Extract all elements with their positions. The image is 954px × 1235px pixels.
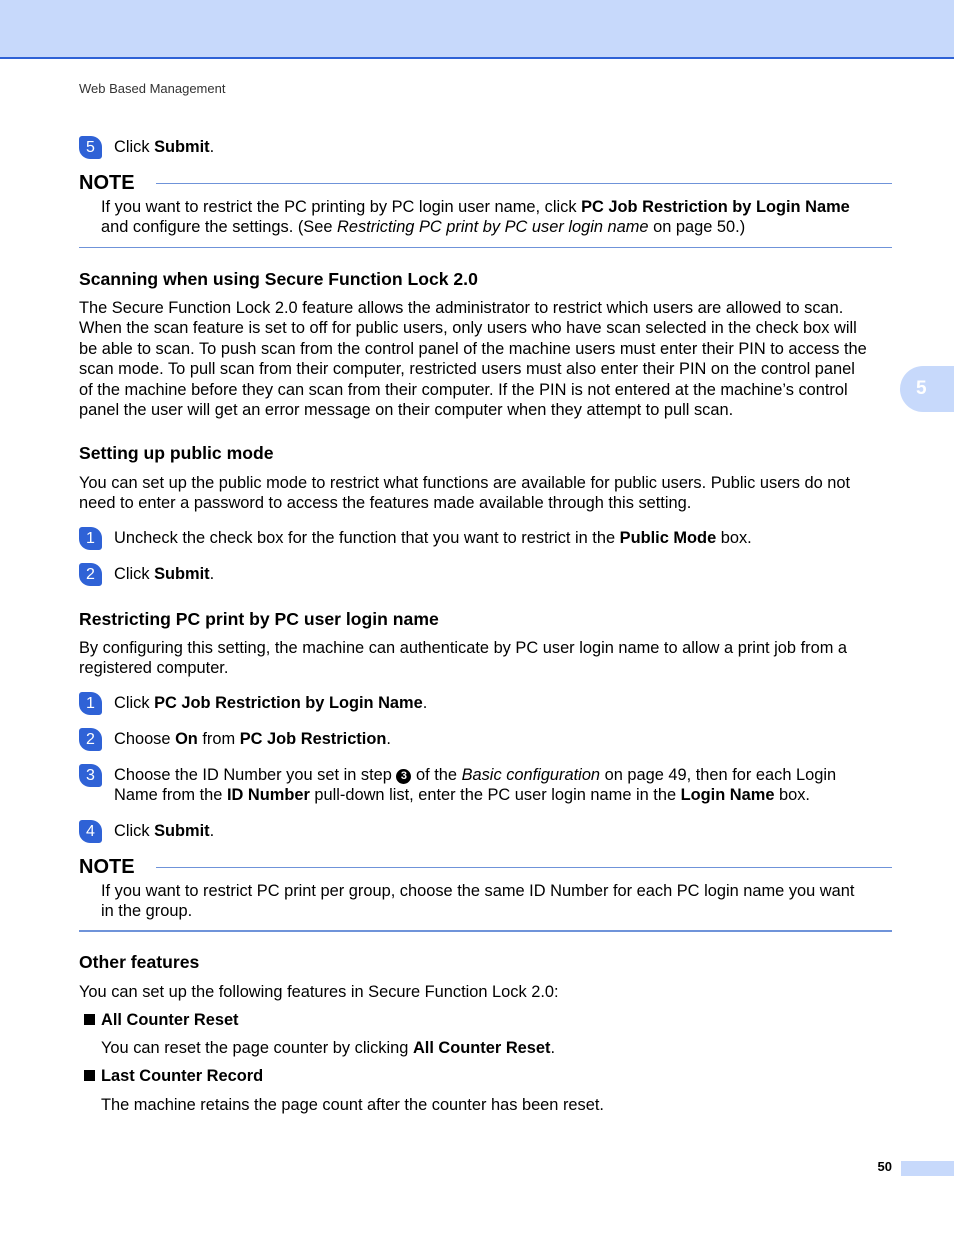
note-end-rule	[79, 247, 892, 248]
feature-title: Last Counter Record	[101, 1067, 264, 1085]
body-line: scan mode. To pull scan from their computer, restricted users must also enter their PIN on the control panel	[79, 360, 855, 379]
note-link-label: PC Job Restriction by Login Name	[581, 198, 850, 216]
step-badge: 2	[79, 563, 102, 586]
section-heading: Setting up public mode	[79, 443, 274, 463]
feature-item	[84, 1066, 884, 1086]
feature-text: You can reset the page counter by clicking	[101, 1039, 413, 1057]
chapter-tab[interactable]	[900, 366, 954, 412]
pc-job-restriction-label: PC Job Restriction	[239, 730, 387, 748]
step-text-end: .	[209, 565, 215, 583]
step-text: pull-down list, enter the PC user login name in the	[309, 786, 681, 805]
section-body	[79, 638, 899, 679]
step-text: Uncheck the check box for the function that you want to restrict in the	[114, 529, 620, 547]
note-line-text: If you want to restrict PC print per group, choose the same ID Number for each PC login name you want	[101, 882, 855, 900]
running-head: Web Based Management	[79, 81, 226, 96]
body-line: of the machine before they can scan from their computer. If the PIN is not entered at the machine’s control	[79, 380, 848, 399]
submit-label: Submit	[154, 565, 210, 583]
step-badge: 4	[79, 820, 102, 843]
feature-title: All Counter Reset	[101, 1011, 239, 1029]
step-text-end: box.	[774, 786, 810, 805]
step-text: Click	[114, 822, 155, 840]
body-line: be able to scan. To push scan from the control panel of the machine users must enter their PIN to access the	[79, 339, 867, 358]
section-heading: Restricting PC print by PC user login name	[79, 609, 439, 629]
on-option-label: On	[175, 730, 198, 748]
step-text-end: .	[386, 730, 391, 748]
body-line: You can set up the public mode to restrict what functions are available for public users. Public users do not	[79, 474, 851, 492]
note-text: If you want to restrict the PC printing by PC login user name, click	[101, 198, 582, 216]
step-badge: 1	[79, 527, 102, 550]
step-text: Choose	[114, 730, 176, 748]
body-line: By configuring this setting, the machine can authenticate by PC user login name to allow a print job from a	[79, 639, 848, 657]
body-line: panel the user will get an error message on their computer when they attempt to pull scan.	[79, 401, 734, 420]
feature-desc	[101, 1038, 891, 1058]
note-divider	[156, 183, 892, 184]
step-text: of the	[411, 766, 462, 784]
chapter-number: 5	[916, 378, 927, 399]
all-counter-reset-label: All Counter Reset	[412, 1039, 551, 1057]
note-xref: Restricting PC print by PC user login name	[337, 218, 649, 237]
step-text-end: .	[209, 822, 215, 840]
id-number-label: ID Number	[226, 786, 310, 805]
note-body	[101, 197, 892, 238]
body-line: need to enter a password to access the features made available through this setting.	[79, 494, 692, 513]
step-badge: 5	[79, 136, 102, 159]
public-mode-label: Public Mode	[619, 529, 717, 547]
step-text: Click	[114, 138, 155, 156]
body-line: registered computer.	[79, 659, 229, 678]
bullet-square-icon	[84, 1014, 95, 1025]
submit-label: Submit	[154, 138, 210, 156]
step-text-end: .	[209, 138, 215, 156]
bullet-square-icon	[84, 1070, 95, 1081]
header-band	[0, 0, 954, 59]
step-text: Choose the ID Number you set in step	[114, 766, 397, 784]
note-text: and configure the settings. (See	[101, 218, 337, 237]
step-badge: 3	[79, 764, 102, 787]
note-end-rule	[79, 930, 892, 932]
section-intro: You can set up the following features in Secure Function Lock 2.0:	[79, 983, 559, 1001]
page-number: 50	[877, 1159, 892, 1174]
note-divider	[156, 867, 892, 868]
submit-label: Submit	[154, 822, 210, 840]
login-name-label: Login Name	[680, 786, 775, 805]
step-text: Name from the	[114, 786, 227, 805]
section-body	[79, 298, 899, 420]
note-text: on page 50.)	[648, 218, 746, 237]
pc-job-restriction-login-label: PC Job Restriction by Login Name	[154, 694, 423, 712]
section-heading: Scanning when using Secure Function Lock 2.0	[79, 269, 478, 289]
step-text-end: box.	[716, 529, 752, 547]
section-heading: Other features	[79, 952, 200, 972]
note-line-text: in the group.	[101, 902, 193, 921]
step-badge: 2	[79, 728, 102, 751]
step-badge: 1	[79, 692, 102, 715]
feature-item	[84, 1010, 884, 1030]
feature-text-end: .	[550, 1039, 556, 1057]
step-reference-icon: 3	[396, 769, 411, 784]
step-text-end: .	[422, 694, 428, 712]
section-body	[79, 473, 899, 514]
step-text: from	[197, 730, 240, 748]
body-line: When the scan feature is set to off for public users, only users who have scan selected in the check box will	[79, 319, 857, 338]
feature-desc: The machine retains the page count after the counter has been reset.	[101, 1096, 604, 1114]
body-line: The Secure Function Lock 2.0 feature allows the administrator to restrict which users are allowed to scan.	[79, 299, 844, 317]
basic-config-xref: Basic configuration	[461, 766, 601, 784]
footer-band	[901, 1161, 954, 1176]
note-title: NOTE	[79, 172, 135, 194]
step-text: Click	[114, 694, 155, 712]
step-text: on page 49, then for each Login	[600, 766, 837, 784]
step-text: Click	[114, 565, 155, 583]
note-body	[101, 881, 892, 922]
note-title: NOTE	[79, 856, 135, 878]
